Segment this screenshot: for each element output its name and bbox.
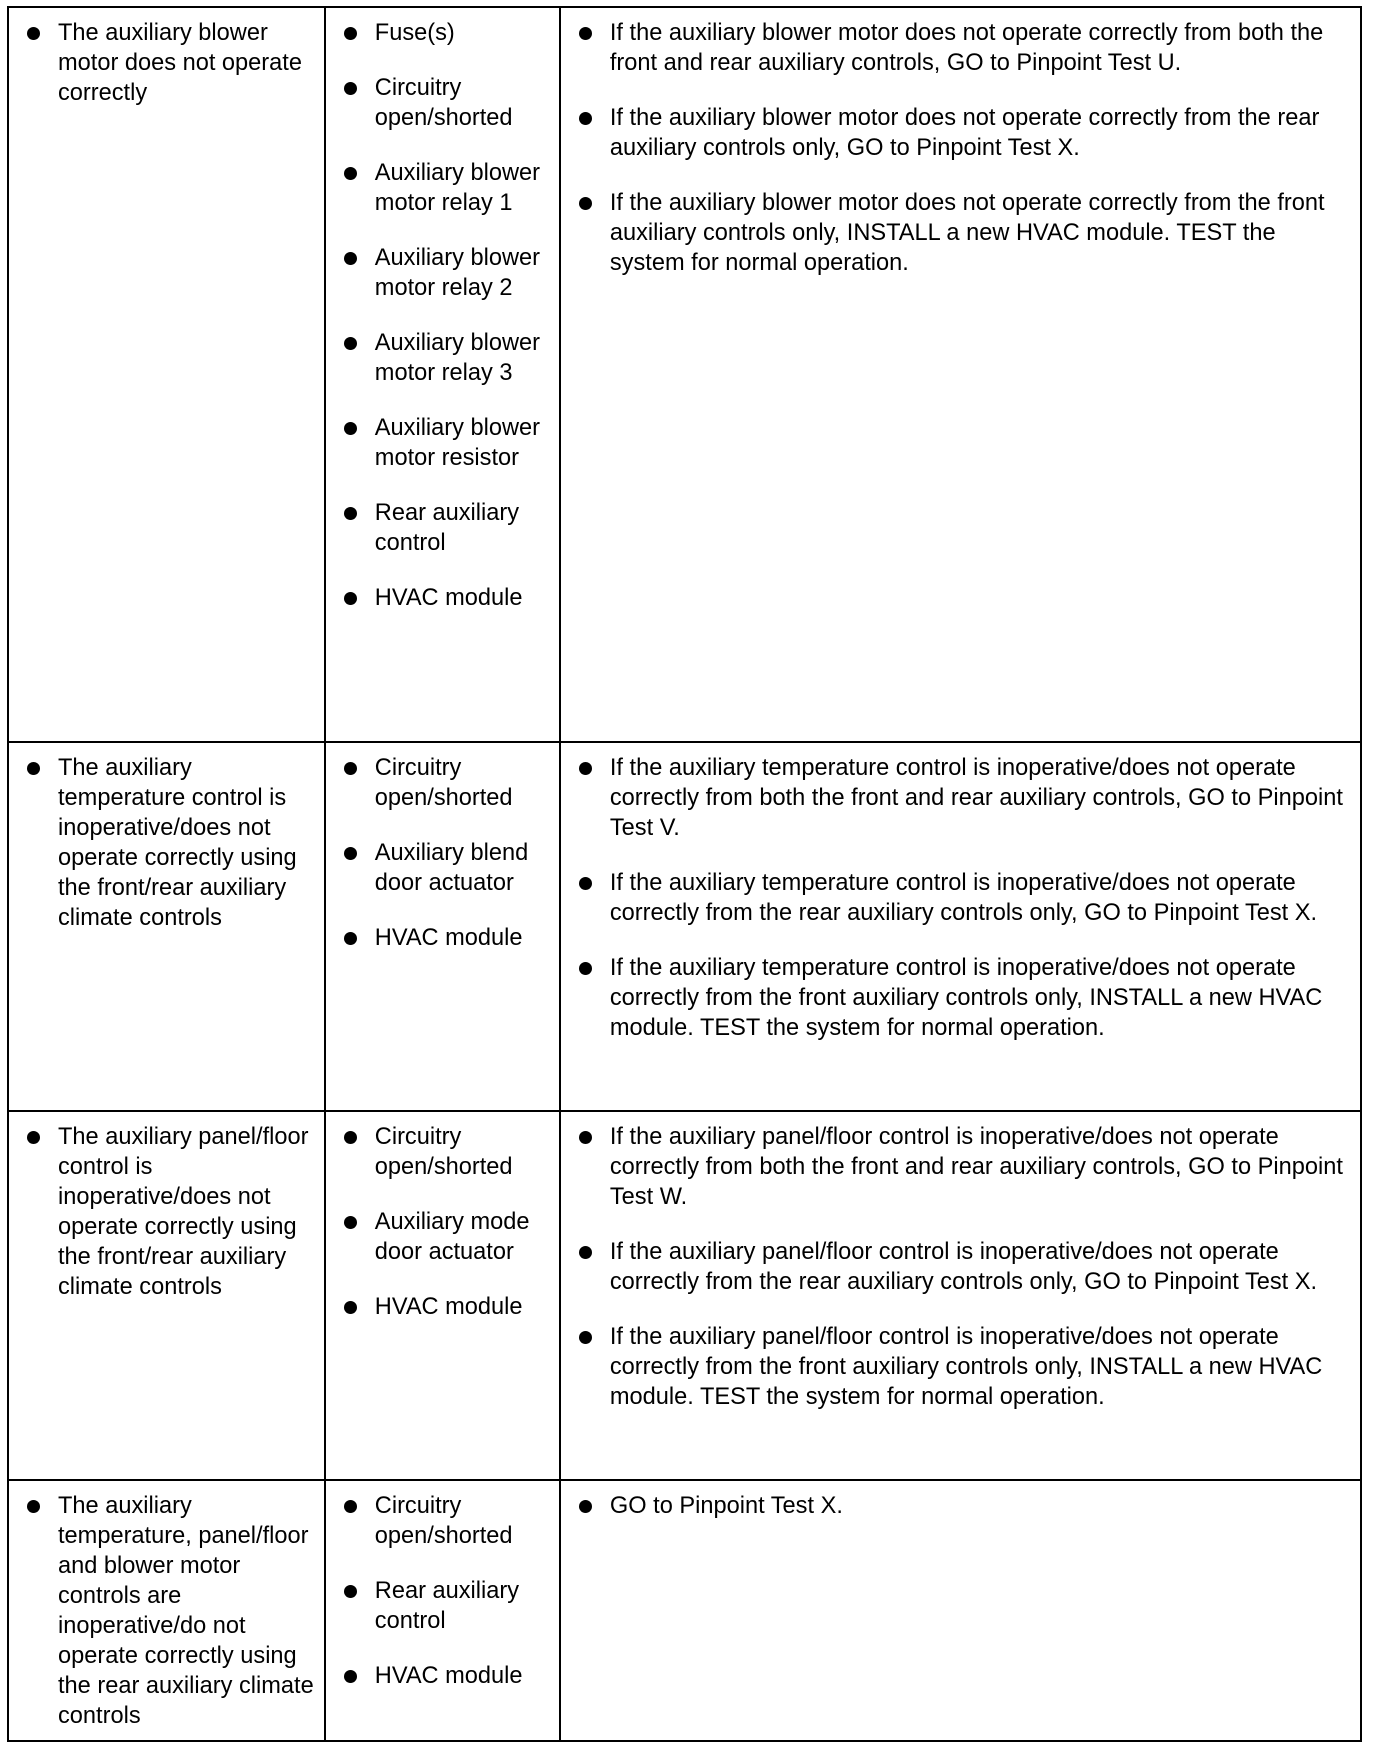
bullet-icon bbox=[579, 962, 592, 975]
bullet-list bbox=[342, 753, 553, 953]
item-text: Auxiliary mode door actuator bbox=[374, 1209, 530, 1265]
item-text: Rear auxiliary control bbox=[374, 500, 520, 556]
list-item bbox=[577, 1322, 1354, 1412]
list-item bbox=[25, 753, 318, 933]
item-text: HVAC module bbox=[374, 585, 523, 611]
list-item bbox=[25, 1122, 318, 1302]
list-item bbox=[342, 753, 553, 813]
bullet-icon bbox=[579, 112, 592, 125]
table-body bbox=[8, 7, 1361, 1741]
bullet-icon bbox=[344, 932, 357, 945]
symptom-cell bbox=[8, 742, 325, 1111]
action-cell bbox=[560, 1480, 1361, 1741]
bullet-icon bbox=[344, 1301, 357, 1314]
list-item bbox=[342, 1576, 553, 1636]
list-item bbox=[342, 158, 553, 218]
table-row bbox=[8, 1111, 1361, 1480]
bullet-icon bbox=[344, 337, 357, 350]
action-cell bbox=[560, 1111, 1361, 1480]
list-item bbox=[25, 1491, 318, 1731]
bullet-icon bbox=[344, 507, 357, 520]
item-text: Circuitry open/shorted bbox=[374, 1493, 513, 1549]
bullet-icon bbox=[344, 1131, 357, 1144]
list-item bbox=[25, 18, 318, 108]
table-row bbox=[8, 1480, 1361, 1741]
item-text: HVAC module bbox=[374, 1663, 523, 1689]
item-text: If the auxiliary panel/floor control is inoperative/does not operate correctly from the front auxiliary controls only, INSTALL a new HVAC module. TEST the system for normal operation. bbox=[609, 1324, 1323, 1410]
item-text: Circuitry open/shorted bbox=[374, 75, 513, 131]
list-item bbox=[342, 1292, 553, 1322]
list-item bbox=[342, 923, 553, 953]
item-text: Auxiliary blower motor relay 1 bbox=[374, 160, 541, 216]
bullet-list bbox=[25, 1122, 318, 1302]
bullet-icon bbox=[344, 762, 357, 775]
item-text: Auxiliary blend door actuator bbox=[374, 840, 529, 896]
possible-source-cell bbox=[325, 1480, 560, 1741]
list-item bbox=[577, 1491, 1354, 1521]
list-item bbox=[342, 73, 553, 133]
item-text: Circuitry open/shorted bbox=[374, 1124, 513, 1180]
bullet-icon bbox=[344, 82, 357, 95]
bullet-list bbox=[25, 1491, 318, 1731]
possible-source-cell bbox=[325, 1111, 560, 1480]
list-item bbox=[342, 1122, 553, 1182]
bullet-icon bbox=[344, 422, 357, 435]
bullet-list bbox=[577, 753, 1354, 1043]
list-item bbox=[342, 498, 553, 558]
table-row bbox=[8, 7, 1361, 742]
list-item bbox=[577, 753, 1354, 843]
list-item bbox=[342, 838, 553, 898]
bullet-icon bbox=[579, 1500, 592, 1513]
list-item bbox=[577, 1237, 1354, 1297]
item-text: Circuitry open/shorted bbox=[374, 755, 513, 811]
list-item bbox=[342, 1207, 553, 1267]
symptom-chart-table bbox=[7, 6, 1362, 1742]
list-item bbox=[342, 583, 553, 613]
possible-source-cell bbox=[325, 7, 560, 742]
item-text: The auxiliary temperature control is inoperative/does not operate correctly using the front/rear auxiliary climate controls bbox=[58, 755, 297, 931]
item-text: GO to Pinpoint Test X. bbox=[609, 1493, 843, 1519]
symptom-cell bbox=[8, 7, 325, 742]
bullet-icon bbox=[344, 167, 357, 180]
item-text: Rear auxiliary control bbox=[374, 1578, 520, 1634]
item-text: If the auxiliary temperature control is inoperative/does not operate correctly from the front auxiliary controls only, INSTALL a new HVAC module. TEST the system for normal operation. bbox=[609, 955, 1323, 1041]
bullet-icon bbox=[344, 27, 357, 40]
bullet-icon bbox=[344, 1216, 357, 1229]
item-text: If the auxiliary panel/floor control is inoperative/does not operate correctly from both the front and rear auxiliary controls, GO to Pinpoint Test W. bbox=[609, 1124, 1343, 1210]
bullet-list bbox=[342, 1122, 553, 1322]
bullet-icon bbox=[579, 1246, 592, 1259]
list-item bbox=[577, 1122, 1354, 1212]
bullet-icon bbox=[579, 1131, 592, 1144]
list-item bbox=[577, 953, 1354, 1043]
item-text: The auxiliary temperature, panel/floor and blower motor controls are inoperative/do not operate correctly using the rear auxiliary climate controls bbox=[58, 1493, 314, 1729]
bullet-icon bbox=[579, 877, 592, 890]
list-item bbox=[577, 18, 1354, 78]
bullet-list bbox=[342, 18, 553, 613]
item-text: If the auxiliary blower motor does not operate correctly from the rear auxiliary controls only, GO to Pinpoint Test X. bbox=[609, 105, 1320, 161]
item-text: If the auxiliary blower motor does not operate correctly from both the front and rear auxiliary controls, GO to Pinpoint Test U. bbox=[609, 20, 1324, 76]
item-text: If the auxiliary blower motor does not operate correctly from the front auxiliary controls only, INSTALL a new HVAC module. TEST the system for normal operation. bbox=[609, 190, 1325, 276]
item-text: Auxiliary blower motor relay 2 bbox=[374, 245, 541, 301]
bullet-list bbox=[25, 18, 318, 108]
bullet-icon bbox=[27, 27, 40, 40]
list-item bbox=[342, 18, 553, 48]
bullet-list bbox=[577, 18, 1354, 278]
item-text: The auxiliary blower motor does not operate correctly bbox=[58, 20, 302, 106]
bullet-icon bbox=[27, 1500, 40, 1513]
item-text: HVAC module bbox=[374, 925, 523, 951]
list-item bbox=[342, 328, 553, 388]
list-item bbox=[342, 1491, 553, 1551]
bullet-icon bbox=[579, 1331, 592, 1344]
bullet-list bbox=[25, 753, 318, 933]
item-text: Auxiliary blower motor relay 3 bbox=[374, 330, 541, 386]
symptom-cell bbox=[8, 1111, 325, 1480]
item-text: Auxiliary blower motor resistor bbox=[374, 415, 541, 471]
bullet-list bbox=[577, 1122, 1354, 1412]
bullet-icon bbox=[579, 27, 592, 40]
list-item bbox=[342, 413, 553, 473]
list-item bbox=[342, 243, 553, 303]
symptom-cell bbox=[8, 1480, 325, 1741]
bullet-icon bbox=[344, 252, 357, 265]
list-item bbox=[577, 103, 1354, 163]
bullet-icon bbox=[344, 1585, 357, 1598]
action-cell bbox=[560, 742, 1361, 1111]
list-item bbox=[577, 868, 1354, 928]
bullet-list bbox=[342, 1491, 553, 1691]
bullet-icon bbox=[344, 847, 357, 860]
bullet-icon bbox=[27, 1131, 40, 1144]
item-text: If the auxiliary panel/floor control is inoperative/does not operate correctly from the rear auxiliary controls only, GO to Pinpoint Test X. bbox=[609, 1239, 1318, 1295]
action-cell bbox=[560, 7, 1361, 742]
bullet-icon bbox=[579, 197, 592, 210]
item-text: If the auxiliary temperature control is inoperative/does not operate correctly from the rear auxiliary controls only, GO to Pinpoint Test X. bbox=[609, 870, 1318, 926]
table-row bbox=[8, 742, 1361, 1111]
item-text: If the auxiliary temperature control is inoperative/does not operate correctly from both the front and rear auxiliary controls, GO to Pinpoint Test V. bbox=[609, 755, 1343, 841]
list-item bbox=[342, 1661, 553, 1691]
item-text: HVAC module bbox=[374, 1294, 523, 1320]
possible-source-cell bbox=[325, 742, 560, 1111]
list-item bbox=[577, 188, 1354, 278]
bullet-icon bbox=[344, 592, 357, 605]
item-text: Fuse(s) bbox=[374, 20, 455, 46]
bullet-icon bbox=[344, 1500, 357, 1513]
item-text: The auxiliary panel/floor control is inoperative/does not operate correctly using the front/rear auxiliary climate controls bbox=[58, 1124, 309, 1300]
bullet-icon bbox=[27, 762, 40, 775]
bullet-icon bbox=[579, 762, 592, 775]
bullet-list bbox=[577, 1491, 1354, 1521]
bullet-icon bbox=[344, 1670, 357, 1683]
